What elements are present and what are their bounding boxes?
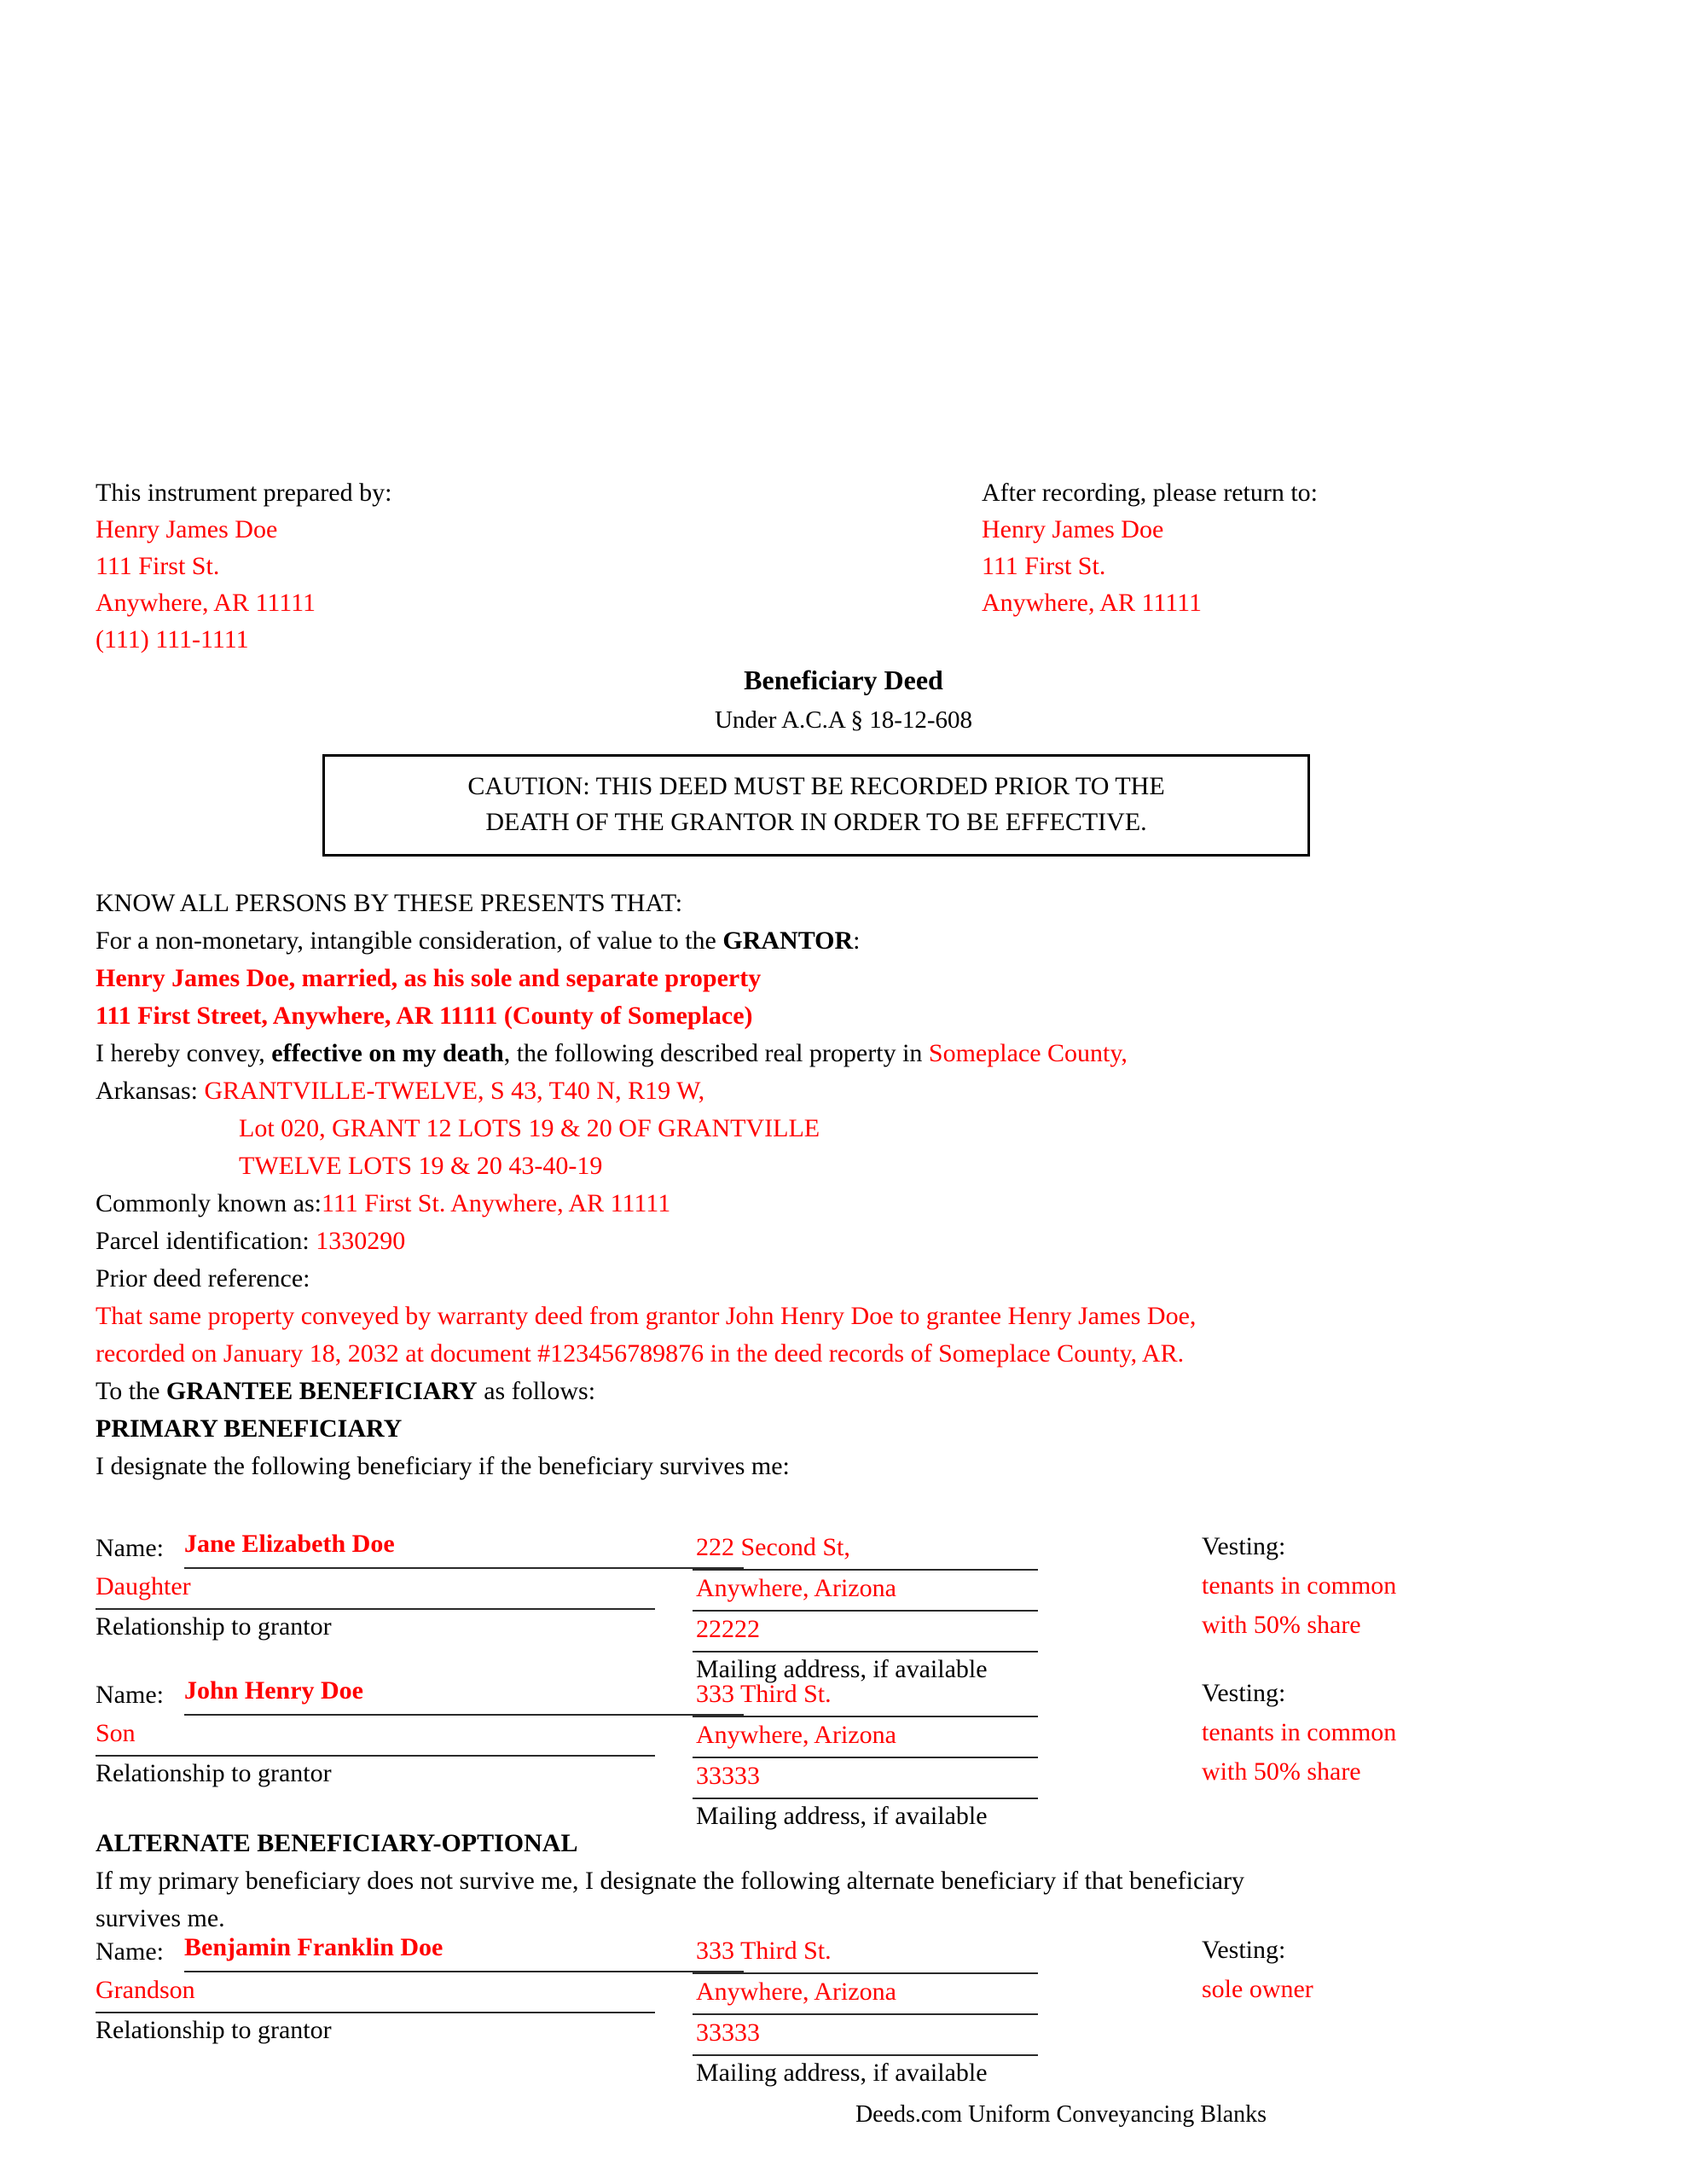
beneficiary-relationship-value: Daughter	[96, 1572, 191, 1600]
beneficiary-address-line-2: Anywhere, Arizona	[696, 1721, 896, 1749]
return-to-name: Henry James Doe	[982, 515, 1164, 543]
vesting-value-line-2: with 50% share	[1202, 1611, 1361, 1639]
vesting-value-line-2-wrap	[1202, 1608, 1611, 1647]
return-to-street: 111 First St.	[982, 552, 1106, 580]
beneficiary-address-line-3-field[interactable]	[693, 1612, 1038, 1653]
commonly-known-line	[96, 1185, 1605, 1223]
beneficiary-name-value: John Henry Doe	[184, 1676, 363, 1705]
vesting-value-line-2-wrap	[1202, 2012, 1611, 2051]
alternate-beneficiary-header	[96, 1825, 1614, 1937]
preparer-block	[96, 474, 391, 658]
consideration-suffix: :	[853, 926, 861, 955]
commonly-known-label: Commonly known as:	[96, 1189, 322, 1217]
prior-deed-reference-line-1: That same property conveyed by warranty deed from grantor John Henry Doe to grantee Henry James Doe,	[96, 1302, 1197, 1330]
caution-line-2: DEATH OF THE GRANTOR IN ORDER TO BE EFFECTIVE.	[485, 808, 1147, 836]
vesting-value-line-1-wrap	[1202, 1716, 1611, 1755]
vesting-label: Vesting:	[1202, 1532, 1286, 1560]
legal-description-2: Lot 020, GRANT 12 LOTS 19 & 20 OF GRANTVILLE	[239, 1114, 820, 1142]
primary-beneficiary-1	[96, 1530, 1614, 1683]
preparer-name: Henry James Doe	[96, 515, 278, 543]
beneficiary-address-column	[693, 1933, 1136, 2094]
parcel-id-value: 1330290	[316, 1227, 406, 1255]
beneficiary-name-value: Benjamin Franklin Doe	[184, 1933, 443, 1961]
relationship-caption: Relationship to grantor	[96, 2016, 332, 2044]
beneficiary-address-column	[693, 1676, 1136, 1837]
beneficiary-address-line-1-field[interactable]	[693, 1933, 1038, 1974]
alternate-intro-line-2: survives me.	[96, 1904, 225, 1932]
vesting-value-line-1: tenants in common	[1202, 1571, 1397, 1600]
consideration-prefix: For a non-monetary, intangible consideration, of value to the	[96, 926, 723, 955]
beneficiary-address-line-2-field[interactable]	[693, 1571, 1038, 1612]
beneficiary-relationship-field[interactable]	[96, 1716, 655, 1757]
vesting-value-line-1: tenants in common	[1202, 1718, 1397, 1746]
beneficiary-vesting-column	[1202, 1530, 1611, 1647]
vesting-value-line-1-wrap	[1202, 1972, 1611, 2012]
name-label: Name:	[96, 1937, 164, 1966]
primary-beneficiary-intro: I designate the following beneficiary if the beneficiary survives me:	[96, 1452, 790, 1480]
document-statute-subtitle: Under A.C.A § 18-12-608	[714, 706, 973, 734]
legal-description-3: TWELVE LOTS 19 & 20 43-40-19	[239, 1152, 603, 1180]
return-to-city-state-zip: Anywhere, AR 11111	[982, 589, 1203, 617]
vesting-value-line-1-wrap	[1202, 1569, 1611, 1608]
convey-prefix: I hereby convey,	[96, 1039, 272, 1067]
beneficiary-name-column	[96, 1933, 752, 2051]
beneficiary-relationship-value: Grandson	[96, 1976, 195, 2004]
preparer-city-state-zip: Anywhere, AR 11111	[96, 589, 316, 617]
name-value-underline[interactable]	[184, 1931, 744, 1972]
beneficiary-address-line-3-field[interactable]	[693, 1758, 1038, 1799]
beneficiary-address-line-3: 33333	[696, 2018, 760, 2047]
return-to-label: After recording, please return to:	[982, 479, 1318, 507]
beneficiary-name-field[interactable]	[96, 1933, 752, 1972]
prior-deed-label: Prior deed reference:	[96, 1264, 310, 1292]
alternate-intro-line-1: If my primary beneficiary does not survive me, I designate the following alternate beneficiary if that beneficiary	[96, 1867, 1244, 1895]
relationship-caption: Relationship to grantor	[96, 1759, 332, 1787]
beneficiary-vesting-column	[1202, 1933, 1611, 2051]
alternate-beneficiary-1	[96, 1933, 1614, 2087]
deed-body	[96, 885, 1605, 1485]
name-label: Name:	[96, 1681, 164, 1709]
beneficiary-row	[96, 1676, 1614, 1830]
primary-beneficiary-2	[96, 1676, 1614, 1830]
beneficiary-address-line-3: 22222	[696, 1615, 760, 1643]
legal-description-1: GRANTVILLE-TWELVE, S 43, T40 N, R19 W,	[204, 1077, 705, 1105]
document-title: Beneficiary Deed	[744, 665, 943, 695]
parcel-id-line	[96, 1223, 1605, 1260]
know-all-text: KNOW ALL PERSONS BY THESE PRESENTS THAT:	[96, 889, 683, 917]
return-to-block	[982, 474, 1318, 621]
beneficiary-name-field[interactable]	[96, 1530, 752, 1569]
consideration-line	[96, 922, 1605, 960]
effective-on-death: effective on my death	[271, 1039, 504, 1067]
beneficiary-address-line-1-field[interactable]	[693, 1676, 1038, 1717]
vesting-value-line-2-wrap	[1202, 1755, 1611, 1794]
convey-mid: , the following described real property in	[503, 1039, 929, 1067]
beneficiary-address-line-2: Anywhere, Arizona	[696, 1978, 896, 2006]
legal-description-line-2	[96, 1110, 1605, 1147]
beneficiary-address-line-2: Anywhere, Arizona	[696, 1574, 896, 1602]
vesting-label-wrap	[1202, 1530, 1611, 1569]
grantor-name-line: Henry James Doe, married, as his sole and separate property	[96, 964, 762, 992]
footer-text: Deeds.com Uniform Conveyancing Blanks	[855, 2101, 1267, 2128]
vesting-value-line-2: with 50% share	[1202, 1757, 1361, 1786]
beneficiary-address-line-1: 333 Third St.	[696, 1937, 832, 1965]
vesting-value-line-1: sole owner	[1202, 1975, 1313, 2003]
mailing-address-caption: Mailing address, if available	[696, 1655, 988, 1683]
name-label: Name:	[96, 1534, 164, 1562]
know-all-persons-line	[96, 885, 1605, 922]
vesting-label-wrap	[1202, 1676, 1611, 1716]
primary-beneficiary-heading: PRIMARY BENEFICIARY	[96, 1414, 403, 1443]
caution-box	[322, 754, 1310, 857]
preparer-street: 111 First St.	[96, 552, 220, 580]
relationship-caption: Relationship to grantor	[96, 1612, 332, 1641]
beneficiary-address-column	[693, 1530, 1136, 1690]
page-footer	[0, 2101, 1687, 2129]
beneficiary-address-line-1: 222 Second St,	[696, 1533, 850, 1561]
alternate-beneficiary-heading: ALTERNATE BENEFICIARY-OPTIONAL	[96, 1829, 578, 1857]
beneficiary-name-value: Jane Elizabeth Doe	[184, 1530, 395, 1558]
caution-line-1: CAUTION: THIS DEED MUST BE RECORDED PRIOR TO THE	[467, 772, 1165, 800]
beneficiary-address-line-3-field[interactable]	[693, 2015, 1038, 2056]
beneficiary-address-line-1-field[interactable]	[693, 1530, 1038, 1571]
prior-deed-reference-line-2: recorded on January 18, 2032 at document #123456789876 in the deed records of Someplace County, AR.	[96, 1339, 1185, 1368]
beneficiary-name-column	[96, 1676, 752, 1794]
beneficiary-address-line-2-field[interactable]	[693, 1717, 1038, 1758]
property-county: Someplace County,	[928, 1039, 1128, 1067]
state-label: Arkansas:	[96, 1077, 205, 1105]
beneficiary-name-field[interactable]	[96, 1676, 752, 1716]
grantor-address-line: 111 First Street, Anywhere, AR 11111 (County of Someplace)	[96, 1002, 753, 1030]
name-value-underline[interactable]	[184, 1675, 744, 1716]
beneficiary-address-line-2-field[interactable]	[693, 1974, 1038, 2015]
mailing-address-caption: Mailing address, if available	[696, 2059, 988, 2087]
beneficiary-vesting-column	[1202, 1676, 1611, 1794]
beneficiary-relationship-field[interactable]	[96, 1972, 655, 2013]
to-grantee-line	[96, 1373, 1605, 1410]
beneficiary-relationship-value: Son	[96, 1719, 136, 1747]
vesting-label-wrap	[1202, 1933, 1611, 1972]
legal-description-line-1	[96, 1072, 1605, 1110]
beneficiary-address-line-1: 333 Third St.	[696, 1680, 832, 1708]
prior-deed-label-line	[96, 1260, 1605, 1298]
to-grantee-suffix: as follows:	[477, 1377, 596, 1405]
name-value-underline[interactable]	[184, 1528, 744, 1569]
commonly-known-value: 111 First St. Anywhere, AR 11111	[322, 1189, 671, 1217]
beneficiary-name-column	[96, 1530, 752, 1647]
vesting-label: Vesting:	[1202, 1936, 1286, 1964]
to-grantee-prefix: To the	[96, 1377, 166, 1405]
mailing-address-caption: Mailing address, if available	[696, 1802, 988, 1830]
legal-description-line-3	[96, 1147, 1605, 1185]
grantor-keyword: GRANTOR	[722, 926, 854, 955]
conveyance-line	[96, 1035, 1605, 1072]
beneficiary-relationship-field[interactable]	[96, 1569, 655, 1610]
parcel-id-label: Parcel identification:	[96, 1227, 310, 1255]
preparer-phone: (111) 111-1111	[96, 625, 249, 653]
beneficiary-address-line-3: 33333	[696, 1762, 760, 1790]
grantee-beneficiary-keyword: GRANTEE BENEFICIARY	[165, 1377, 478, 1405]
beneficiary-row	[96, 1933, 1614, 2087]
beneficiary-row	[96, 1530, 1614, 1683]
vesting-label: Vesting:	[1202, 1679, 1286, 1707]
preparer-label: This instrument prepared by:	[96, 479, 392, 507]
